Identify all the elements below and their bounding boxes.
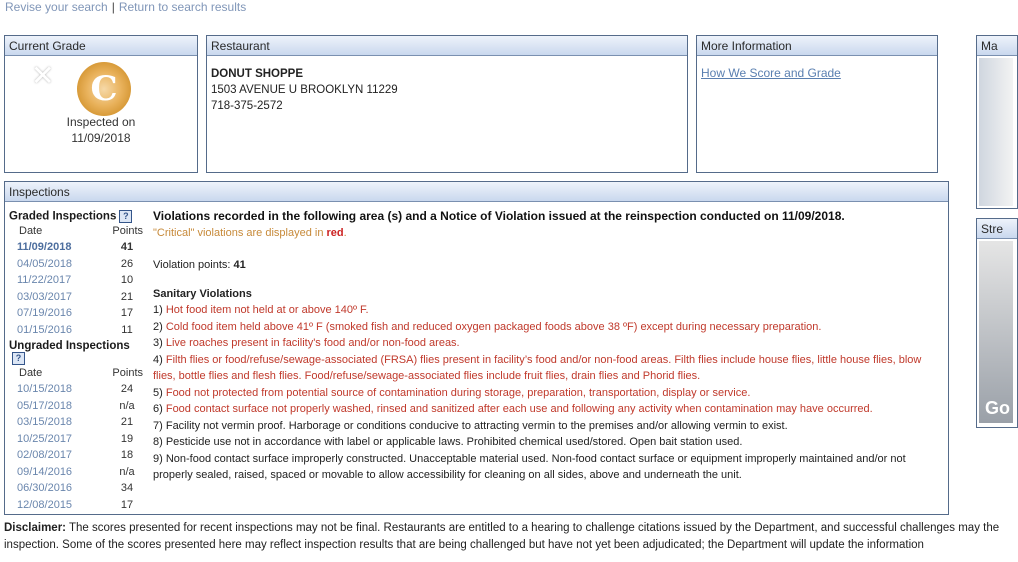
violation-item (153, 385, 943, 402)
inspection-points: n/a (119, 465, 135, 478)
inspection-row[interactable] (9, 381, 145, 398)
inspection-points: 41 (120, 241, 134, 253)
inspection-row[interactable] (9, 272, 145, 289)
critical-note-end: . (343, 226, 347, 239)
inspection-history (9, 208, 145, 513)
inspection-date-link[interactable]: 06/30/2016 (17, 482, 73, 494)
inspection-points: 17 (120, 498, 134, 511)
violation-text: Food not protected from potential source of contamination during storage, preparation, transportation, display or service. (165, 386, 751, 399)
grade-c-icon (77, 62, 131, 116)
street-view-header: Stre (977, 219, 1017, 239)
graded-column-headers (9, 223, 145, 239)
disclaimer-text: The scores presented for recent inspections may not be final. Restaurants are entitled to a hearing to challenge citations issued by the Department, and successful challenges may the inspection. Some of the scores presented here may reflect inspection results that are being challenged but have not yet been adjudicated; the Department will update the information (4, 522, 1000, 551)
ungraded-title-text: Ungraded Inspections (9, 340, 130, 352)
inspection-date-link[interactable]: 11/22/2017 (17, 274, 72, 286)
violations-detail (153, 208, 943, 484)
street-view-panel (976, 218, 1018, 428)
map-image[interactable] (979, 58, 1013, 206)
violation-item (153, 451, 943, 484)
points-column-header: Points (112, 225, 143, 237)
inspection-row[interactable] (9, 464, 145, 481)
violation-points-label: Violation points: (153, 259, 234, 271)
violation-item (153, 302, 943, 319)
inspection-row[interactable] (9, 256, 145, 273)
inspection-date-link[interactable]: 04/05/2018 (17, 257, 73, 270)
inspected-date: 11/09/2018 (71, 131, 131, 145)
date-column-header: Date (19, 225, 43, 237)
grade-letter: C (90, 69, 118, 109)
inspection-points: 26 (120, 257, 134, 270)
inspection-row[interactable] (9, 289, 145, 306)
inspection-date-link[interactable]: 10/25/2017 (17, 432, 73, 445)
violation-list (153, 302, 943, 484)
violation-text: Cold food item held above 41º F (smoked fish and reduced oxygen packaged foods above 38 ºF) except during necessary preparation. (165, 320, 822, 333)
inspection-points: n/a (119, 399, 135, 412)
violation-text: Food contact surface not properly washed, rinsed and sanitized after each use and following any activity when contamination may have occurred. (165, 403, 873, 415)
inspection-row[interactable] (9, 447, 145, 464)
violation-number: 3) (153, 337, 163, 349)
inspection-date-link[interactable]: 10/15/2018 (17, 383, 73, 395)
current-grade-panel (4, 35, 198, 173)
violation-text: Live roaches present in facility's food and/or non-food areas. (165, 337, 460, 349)
inspection-points: 17 (120, 307, 134, 319)
violation-number: 2) (153, 320, 163, 333)
ungraded-inspections-title (9, 340, 145, 365)
graded-title-text: Graded Inspections (9, 210, 117, 223)
inspections-header: Inspections (5, 182, 948, 202)
violation-item (153, 335, 943, 352)
ungraded-column-headers (9, 365, 145, 381)
points-column-header: Points (112, 367, 143, 379)
sanitary-violations-title: Sanitary Violations (153, 287, 252, 300)
inspections-panel (4, 181, 949, 515)
inspection-points: 18 (120, 449, 134, 461)
help-icon[interactable]: ? (12, 352, 25, 365)
restaurant-panel-header: Restaurant (207, 36, 687, 56)
restaurant-name: DONUT SHOPPE (211, 68, 304, 80)
inspection-row[interactable] (9, 239, 145, 256)
violation-text: Filth flies or food/refuse/sewage-associated (FRSA) flies present in facility’s food and/or non-food areas. Filth flies include house flies, little house flies, blow flies, bottle flies and flesh flies. Food/refuse/sewage-associated flies include fruit flies, drain flies and Phorid flies. (153, 353, 922, 382)
inspection-row[interactable] (9, 414, 145, 431)
disclaimer (4, 520, 1004, 554)
violation-number: 8) (153, 436, 163, 448)
more-info-header: More Information (697, 36, 937, 56)
inspection-date-link[interactable]: 03/15/2018 (17, 416, 73, 428)
violation-text: Non-food contact surface improperly constructed. Unacceptable material used. Non-food contact surface or equipment improperly maintained and/or not properly sealed, raised, spaced or movable to allow accessibility for cleaning on all sides, above and underneath the unit. (153, 452, 906, 481)
inspection-date-link[interactable]: 11/09/2018 (17, 241, 72, 253)
google-logo: Go (985, 398, 1010, 418)
graded-inspections-title (9, 210, 145, 223)
inspection-date-link[interactable]: 03/03/2017 (17, 290, 73, 303)
inspection-date-link[interactable]: 09/14/2016 (17, 465, 73, 478)
inspection-row[interactable] (9, 480, 145, 497)
violation-item (153, 352, 943, 385)
close-icon[interactable]: ✕ (31, 60, 55, 91)
violation-text: Facility not vermin proof. Harborage or conditions conducive to attracting vermin to the premises and/or allowing vermin to exist. (165, 419, 788, 432)
inspection-date-link[interactable]: 02/08/2017 (17, 449, 73, 461)
violation-text: Hot food item not held at or above 140º F. (165, 304, 369, 316)
violation-number: 1) (153, 304, 163, 316)
date-column-header: Date (19, 367, 43, 379)
map-panel (976, 35, 1018, 209)
inspection-date-link[interactable]: 07/19/2016 (17, 307, 73, 319)
violation-item (153, 418, 943, 435)
violation-points-value: 41 (233, 259, 246, 271)
inspection-points: 21 (120, 290, 134, 303)
help-icon[interactable]: ? (119, 210, 132, 223)
inspection-points: 11 (121, 323, 133, 336)
more-info-panel (696, 35, 938, 173)
inspected-info (5, 114, 197, 146)
critical-note-text: "Critical" violations are displayed in (153, 226, 327, 239)
inspection-row[interactable] (9, 398, 145, 415)
violation-number: 4) (153, 353, 163, 366)
violation-number: 6) (153, 403, 163, 415)
street-view-image[interactable] (979, 241, 1013, 423)
inspection-points: 24 (120, 383, 134, 395)
how-we-score-link[interactable]: How We Score and Grade (701, 66, 841, 80)
inspection-row[interactable] (9, 305, 145, 322)
violation-number: 5) (153, 386, 163, 399)
inspection-points: 10 (120, 274, 134, 286)
restaurant-address: 1503 AVENUE U BROOKLYN 11229 (211, 84, 398, 96)
map-panel-header: Ma (977, 36, 1017, 56)
violation-item (153, 319, 943, 336)
inspection-points: 21 (120, 416, 134, 428)
inspection-date-link[interactable]: 01/15/2016 (17, 323, 73, 336)
disclaimer-label: Disclaimer: (4, 522, 67, 534)
critical-note-red: red (326, 226, 344, 239)
inspection-points: 19 (120, 432, 134, 445)
restaurant-panel (206, 35, 688, 173)
grade-panel-header: Current Grade (5, 36, 197, 56)
violation-item (153, 434, 943, 451)
inspection-date-link[interactable]: 12/08/2015 (17, 498, 73, 511)
inspection-row[interactable] (9, 497, 145, 514)
violation-number: 9) (153, 452, 163, 465)
violation-item (153, 401, 943, 418)
violation-number: 7) (153, 419, 163, 432)
violation-text: Pesticide use not in accordance with label or applicable laws. Prohibited chemical used/stored. Open bait station used. (165, 436, 743, 448)
revise-search-link[interactable]: Revise your search (5, 0, 108, 14)
inspection-points: 34 (120, 482, 134, 494)
violations-heading: Violations recorded in the following area (s) and a Notice of Violation issued at the reinspection conducted on 11/09/2018. (153, 209, 845, 223)
top-links (5, 0, 246, 14)
inspection-row[interactable] (9, 322, 145, 339)
critical-note (153, 225, 943, 242)
link-separator: | (111, 0, 115, 14)
inspection-row[interactable] (9, 431, 145, 448)
violation-points (153, 257, 943, 274)
inspected-label: Inspected on (66, 115, 136, 129)
restaurant-phone: 718-375-2572 (211, 100, 283, 112)
inspection-date-link[interactable]: 05/17/2018 (17, 399, 73, 412)
return-results-link[interactable]: Return to search results (118, 0, 247, 14)
